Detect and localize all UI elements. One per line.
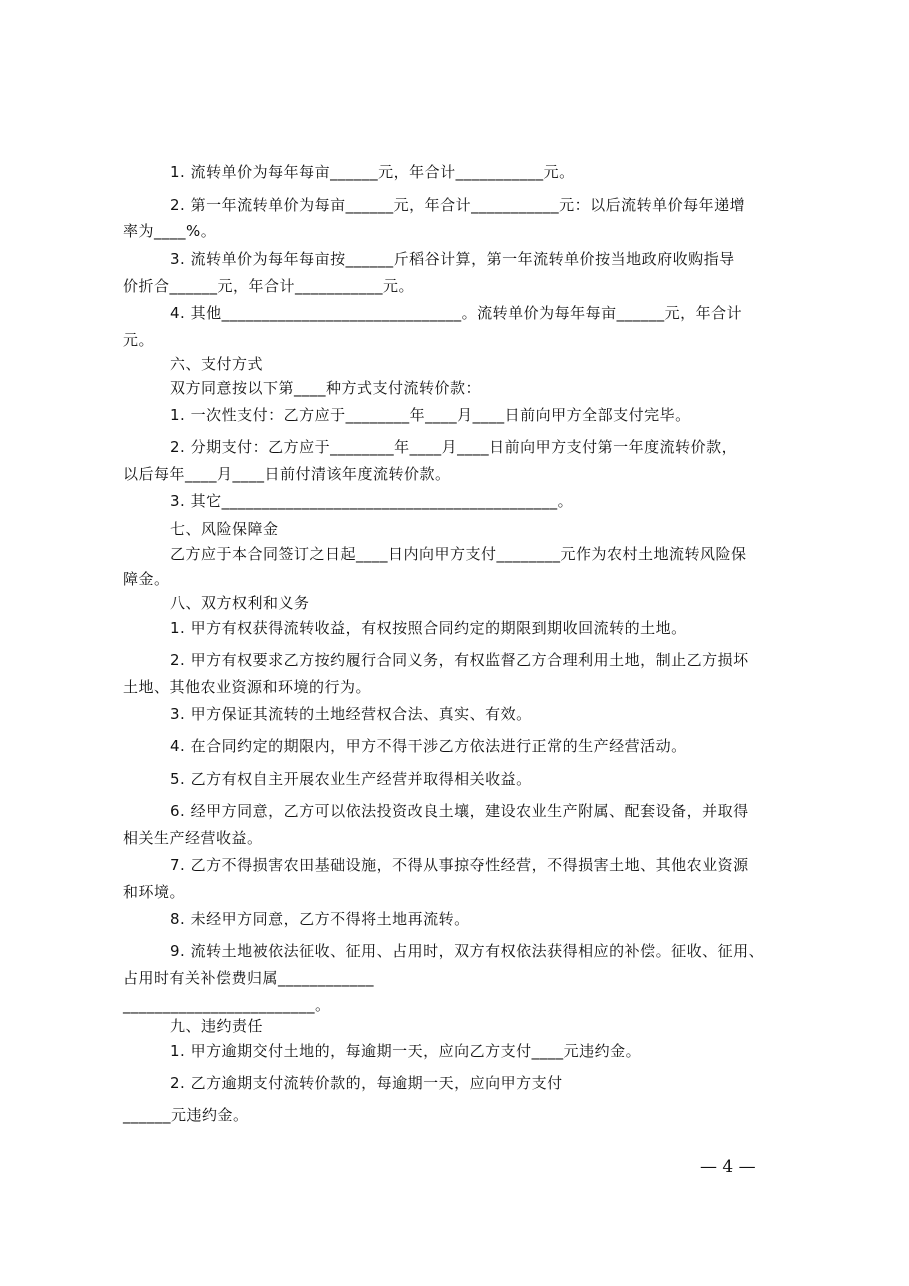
text-line: 相关生产经营收益。 [123, 829, 263, 847]
page-number: — 4 — [700, 1157, 756, 1177]
text-line: 1. 一次性支付：乙方应于________年____月____日前向甲方全部支付完毕。 [170, 406, 691, 424]
text-line: 价折合______元，年合计___________元。 [123, 277, 415, 295]
text-line: 占用时有关补偿费归属____________ [123, 969, 375, 987]
text-line: ________________________。 [123, 996, 331, 1014]
text-line: 乙方应于本合同签订之日起____日内向甲方支付________元作为农村土地流转风险保 [170, 545, 747, 563]
text-line: 障金。 [123, 570, 170, 588]
text-line: 率为____%。 [123, 222, 217, 240]
text-line: 1. 甲方逾期交付土地的，每逾期一天，应向乙方支付____元违约金。 [170, 1042, 642, 1060]
text-line: 3. 甲方保证其流转的土地经营权合法、真实、有效。 [170, 705, 532, 723]
text-line: 2. 乙方逾期支付流转价款的，每逾期一天，应向甲方支付 [170, 1074, 563, 1092]
section-heading: 七、风险保障金 [170, 520, 279, 538]
text-line: 1. 流转单价为每年每亩______元，年合计___________元。 [170, 163, 575, 181]
text-line: 双方同意按以下第____种方式支付流转价款： [170, 379, 482, 397]
text-line: 和环境。 [123, 883, 186, 901]
text-line: 9. 流转土地被依法征收、征用、占用时，双方有权依法获得相应的补偿。征收、征用、 [170, 942, 765, 960]
text-line: 2. 甲方有权要求乙方按约履行合同义务，有权监督乙方合理利用土地，制止乙方损坏 [170, 651, 749, 669]
text-line: 2. 第一年流转单价为每亩______元，年合计___________元：以后流转单价每年递增 [170, 196, 746, 214]
text-line: 元。 [123, 331, 155, 349]
section-heading: 八、双方权利和义务 [170, 594, 310, 612]
text-line: 土地、其他农业资源和环境的行为。 [123, 678, 372, 696]
text-line: 7. 乙方不得损害农田基础设施，不得从事掠夺性经营，不得损害土地、其他农业资源 [170, 856, 749, 874]
text-line: 8. 未经甲方同意，乙方不得将土地再流转。 [170, 910, 470, 928]
text-line: ______元违约金。 [123, 1106, 249, 1124]
text-line: 4. 其他______________________________。流转单价为每年每亩______元，年合计 [170, 304, 743, 322]
text-line: 3. 流转单价为每年每亩按______斤稻谷计算，第一年流转单价按当地政府收购指导 [170, 250, 735, 268]
section-heading: 六、支付方式 [170, 355, 264, 373]
text-line: 以后每年____月____日前付清该年度流转价款。 [123, 465, 451, 483]
text-line: 3. 其它__________________________________________。 [170, 492, 574, 510]
section-heading: 九、违约责任 [170, 1017, 264, 1035]
text-line: 2. 分期支付：乙方应于________年____月____日前向甲方支付第一年度流转价款， [170, 438, 738, 456]
text-line: 4. 在合同约定的期限内，甲方不得干涉乙方依法进行正常的生产经营活动。 [170, 737, 687, 755]
text-line: 1. 甲方有权获得流转收益，有权按照合同约定的期限到期收回流转的土地。 [170, 619, 687, 637]
text-line: 6. 经甲方同意，乙方可以依法投资改良土壤，建设农业生产附属、配套设备，并取得 [170, 802, 749, 820]
text-line: 5. 乙方有权自主开展农业生产经营并取得相关收益。 [170, 770, 532, 788]
